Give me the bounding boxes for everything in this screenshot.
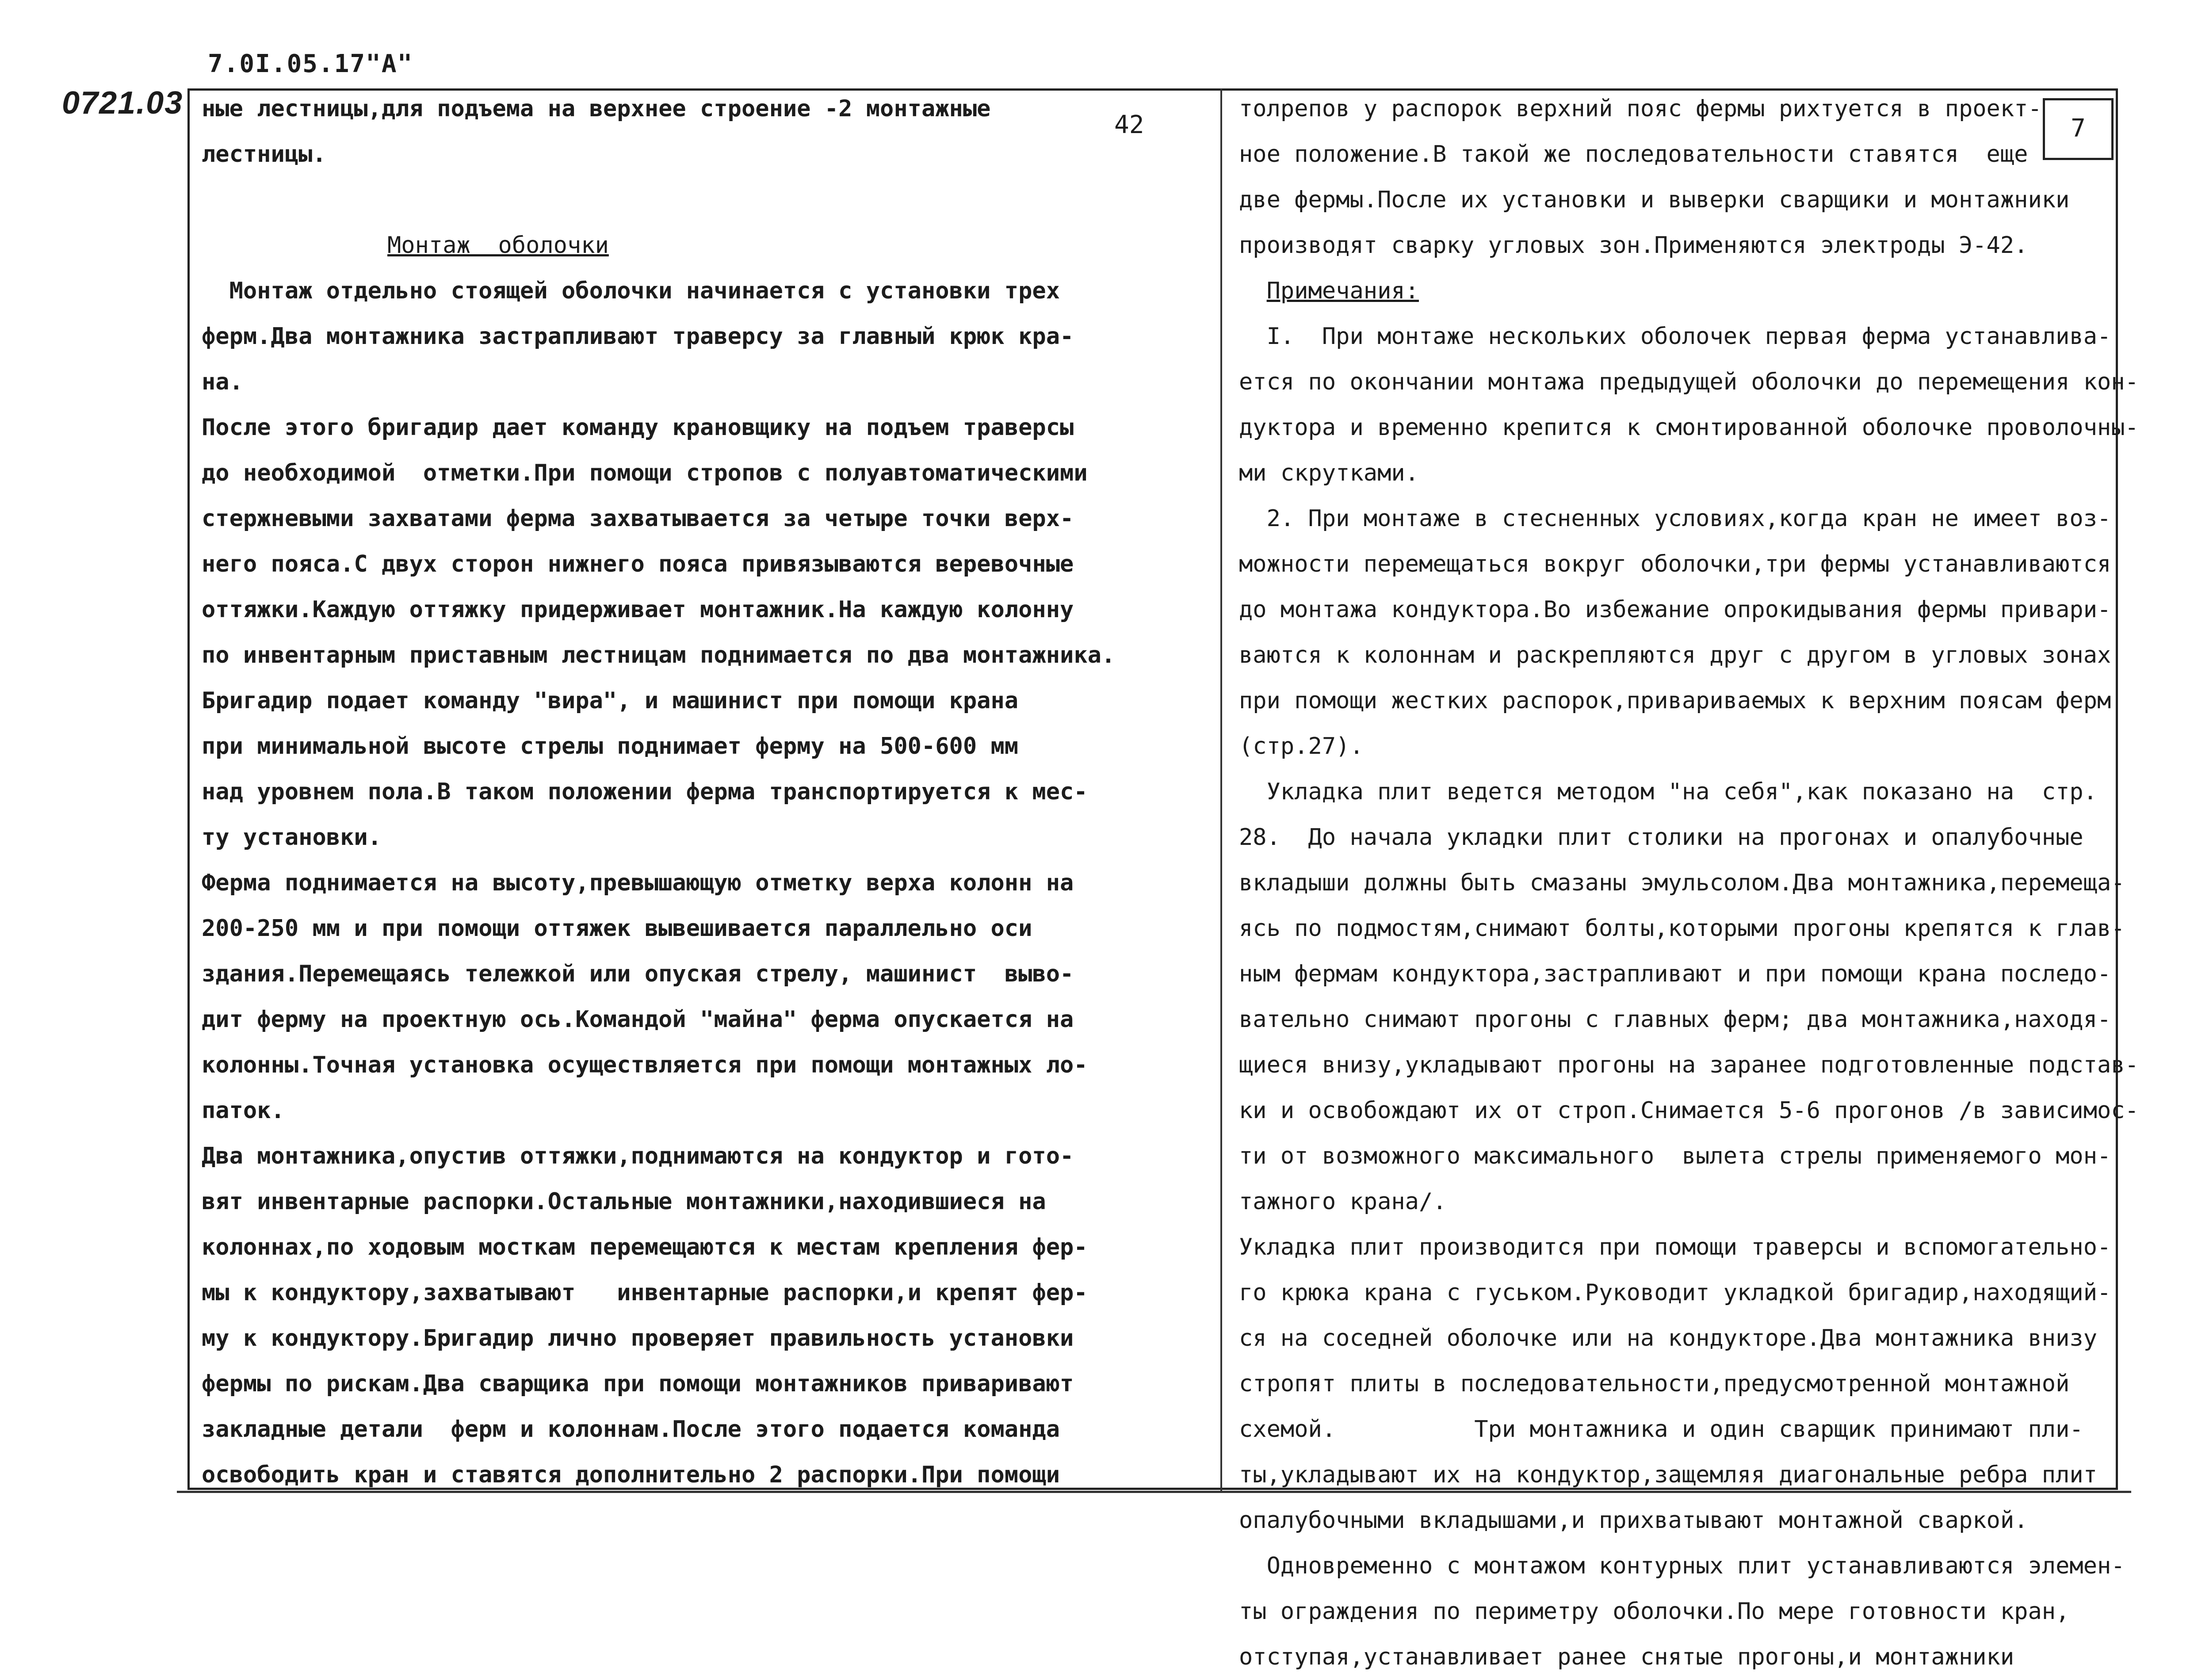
text-line: 28. До начала укладки плит столики на прогонах и опалубочные	[1239, 824, 2083, 851]
text-line: вкладыши должны быть смазаны эмульсолом.Два монтажника,перемеща-	[1239, 870, 2125, 896]
left-text-column	[202, 86, 1196, 1498]
text-line: дит ферму на проектную ось.Командой "майна" ферма опускается на	[202, 1006, 1074, 1033]
text-line: тажного крана/.	[1239, 1188, 1447, 1215]
text-line: мы к кондуктору,захватывают инвентарные распорки,и крепят фер-	[202, 1279, 1088, 1306]
text-line: освободить кран и ставятся дополнительно 2 распорки.При помощи	[202, 1462, 1060, 1488]
text-line: Ферма поднимается на высоту,превышающую отметку верха колонн на	[202, 870, 1074, 896]
sheet-number-box: 7	[2043, 98, 2114, 160]
text-line: на.	[202, 369, 243, 395]
text-line: го крюка крана с гуськом.Руководит укладкой бригадир,находящий-	[1239, 1279, 2111, 1306]
text-line: ся на соседней оболочке или на кондукторе.Два монтажника внизу	[1239, 1325, 2098, 1352]
text-line: ки и освобождают их от строп.Снимается 5-6 прогонов /в зависимос-	[1239, 1097, 2139, 1124]
text-line: ным фермам кондуктора,застрапливают и при помощи крана последо-	[1239, 961, 2111, 987]
text-line: Два монтажника,опустив оттяжки,поднимаются на кондуктор и гото-	[202, 1143, 1074, 1169]
text-line: над уровнем пола.В таком положении ферма транспортируется к мес-	[202, 779, 1088, 805]
text-line: Монтаж отдельно стоящей оболочки начинается с установки трех	[202, 278, 1060, 304]
text-line: здания.Перемещаясь тележкой или опуская стрелу, машинист выво-	[202, 961, 1074, 987]
notes-label	[1239, 268, 2106, 314]
document-code: 7.0I.05.17"А"	[208, 50, 413, 78]
text-line: Укладка плит ведется методом "на себя",как показано на стр.	[1239, 779, 2098, 805]
text-line: при минимальной высоте стрелы поднимает ферму на 500-600 мм	[202, 733, 1019, 760]
page-number: 42	[1114, 111, 1144, 139]
section-title: Монтаж оболочки	[387, 232, 609, 259]
text-line	[202, 177, 1196, 223]
text-line: ти от возможного максимального вылета стрелы применяемого мон-	[1239, 1143, 2111, 1169]
text-line: Одновременно с монтажом контурных плит устанавливаются элемен-	[1239, 1553, 2125, 1579]
text-line: ты,укладывают их на кондуктор,защемляя диагональные ребра плит	[1239, 1462, 2098, 1488]
text-line: ваются к колоннам и раскрепляются друг с другом в угловых зонах	[1239, 642, 2111, 668]
text-line: дуктора и временно крепится к смонтированной оболочке проволочны-	[1239, 414, 2139, 441]
text-line: ясь по подмостям,снимают болты,которыми прогоны крепятся к глав-	[1239, 915, 2125, 942]
text-line: при помощи жестких распорок,привариваемых к верхним поясам ферм	[1239, 687, 2111, 714]
text-line: ное положение.В такой же последовательности ставятся еще	[1239, 141, 2028, 168]
text-line: ется по окончании монтажа предыдущей оболочки до перемещения кон-	[1239, 369, 2139, 395]
text-line: Бригадир подает команду "вира", и машинист при помощи крана	[202, 687, 1019, 714]
text-line: ми скрутками.	[1239, 460, 1419, 486]
text-line: лестницы.	[202, 141, 326, 168]
text-line: вят инвентарные распорки.Остальные монтажники,находившиеся на	[202, 1188, 1046, 1215]
text-line: ты ограждения по периметру оболочки.По мере готовности кран,	[1239, 1598, 2070, 1625]
text-line: колоннах,по ходовым мосткам перемещаются к местам крепления фер-	[202, 1234, 1088, 1260]
text-line: закладные детали ферм и колоннам.После этого подается команда	[202, 1416, 1060, 1443]
text-line: щиеся внизу,укладывают прогоны на заранее подготовленные подстав-	[1239, 1052, 2139, 1078]
text-line: После этого бригадир дает команду крановщику на подъем траверсы	[202, 414, 1074, 441]
text-line: стропят плиты в последовательности,предусмотренной монтажной	[1239, 1371, 2070, 1397]
text-line: производят сварку угловых зон.Применяются электроды Э-42.	[1239, 232, 2028, 259]
notes-label-text: Примечания:	[1266, 278, 1419, 304]
text-line: вательно снимают прогоны с главных ферм; два монтажника,находя-	[1239, 1006, 2111, 1033]
text-line: до монтажа кондуктора.Во избежание опрокидывания фермы привари-	[1239, 596, 2111, 623]
text-line: паток.	[202, 1097, 285, 1124]
text-line: можности перемещаться вокруг оболочки,три фермы устанавливаются	[1239, 551, 2111, 577]
text-line: толрепов у распорок верхний пояс фермы рихтуется в проект-	[1239, 95, 2042, 122]
text-line: опалубочными вкладышами,и прихватывают монтажной сваркой.	[1239, 1507, 2028, 1534]
text-line: ные лестницы,для подъема на верхнее строение -2 монтажные	[202, 95, 991, 122]
text-line: до необходимой отметки.При помощи стропов с полуавтоматическими	[202, 460, 1088, 486]
text-line: ферм.Два монтажника застрапливают траверсу за главный крюк кра-	[202, 323, 1074, 350]
text-line: оттяжки.Каждую оттяжку придерживает монтажник.На каждую колонну	[202, 596, 1074, 623]
text-line: (стр.27).	[1239, 733, 1364, 760]
text-line: по инвентарным приставным лестницам поднимается по два монтажника.	[202, 642, 1116, 668]
text-line: колонны.Точная установка осуществляется при помощи монтажных ло-	[202, 1052, 1088, 1078]
archive-number: 0721.03	[62, 85, 183, 121]
text-line: 200-250 мм и при помощи оттяжек вывешивается параллельно оси	[202, 915, 1032, 942]
right-text-column	[1239, 86, 2139, 1680]
text-line: стержневыми захватами ферма захватывается за четыре точки верх-	[202, 505, 1074, 532]
text-line: фермы по рискам.Два сварщика при помощи монтажников приваривают	[202, 1371, 1074, 1397]
column-divider	[1220, 88, 1222, 1491]
text-line: схемой. Три монтажника и один сварщик принимают пли-	[1239, 1416, 2083, 1443]
text-line: него пояса.С двух сторон нижнего пояса привязываются веревочные	[202, 551, 1074, 577]
text-line: ту установки.	[202, 824, 382, 851]
text-line: две фермы.После их установки и выверки сварщики и монтажники	[1239, 187, 2070, 213]
text-line: му к кондуктору.Бригадир лично проверяет правильность установки	[202, 1325, 1074, 1352]
text-line: Укладка плит производится при помощи траверсы и вспомогательно-	[1239, 1234, 2111, 1260]
text-line: 2. При монтаже в стесненных условиях,когда кран не имеет воз-	[1239, 505, 2111, 532]
text-line: отступая,устанавливает ранее снятые прогоны,и монтажники	[1239, 1644, 2014, 1670]
text-line: I. При монтаже нескольких оболочек первая ферма устанавлива-	[1239, 323, 2111, 350]
